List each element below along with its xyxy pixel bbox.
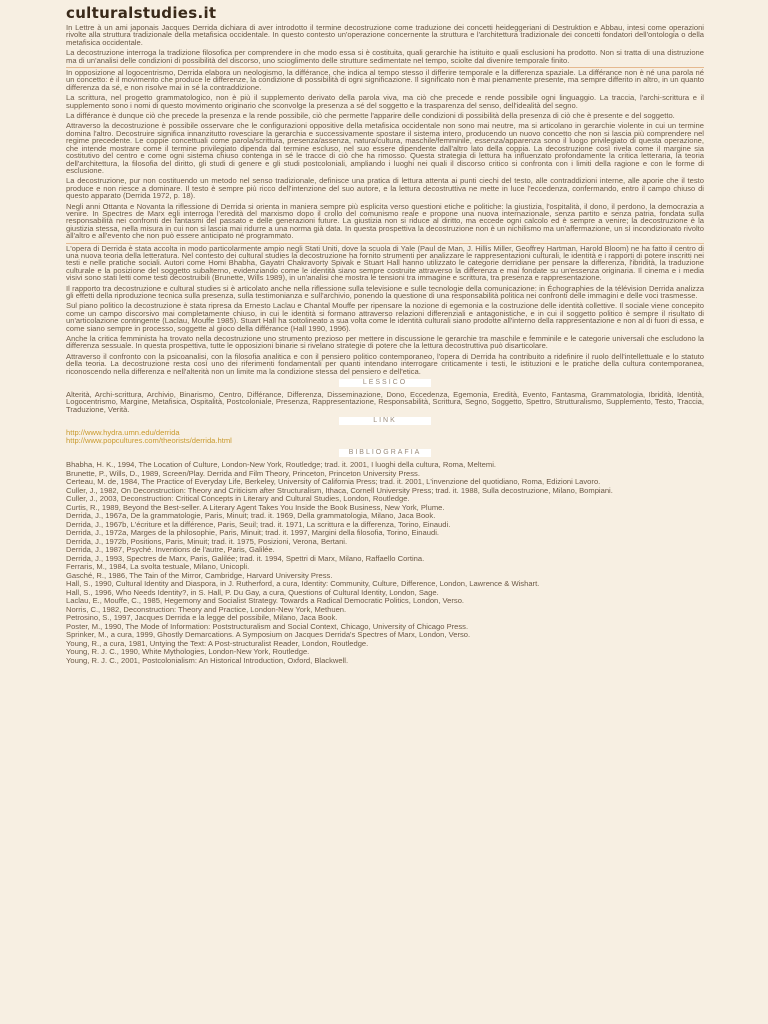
bibliography-entry: Derrida, J., 1972a, Marges de la philosophie, Paris, Minuit; trad. it. 1997, Margini della filosofia, Torino, Einaudi. <box>66 528 439 538</box>
paragraph: Attraverso la decostruzione è possibile osservare che le configurazioni oppositive della metafisica occidentale non sono mai neutre, ma si articolano in gerarchie violente in cui un termine domina l'altro. Decostruire significa innanzitutto rovesciare la gerarchia e successivamente spostare il sistema intero, producendo un nuovo concetto che non si lascia più comprendere nel regime precedente. Le coppie concettuali come parola/scrittura, presenza/assenza, natura/cultura, maschile/femminile, essenza/apparenza sono il luogo privilegiato di questa operazione, che intende mostrare come il termine privilegiato dipenda dal termine escluso, nel suo essere dipendente dall'altro lato della coppia. La decostruzione così rivela come il margine sia costitutivo del centro e come ogni sistema chiuso contenga in sé le tracce di ciò che ha rimosso. Questa strategia di lettura ha influenzato profondamente la critica letteraria, la teoria dell'architettura, la filosofia del diritto, gli studi di genere e gli studi postcoloniali, ampliando i luoghi nei quali il discorso critico si confronta con i limiti della ragione e con le forme di esclusione. <box>66 121 704 175</box>
bibliography-entry: Gasché, R., 1986, The Tain of the Mirror, Cambridge, Harvard University Press. <box>66 570 333 580</box>
site-title: culturalstudies.it <box>66 4 217 22</box>
paragraph: L'opera di Derrida è stata accolta in modo particolarmente ampio negli Stati Uniti, dove la scuola di Yale (Paul de Man, J. Hillis Miller, Geoffrey Hartman, Harold Bloom) ne ha fatto il centro di una nuova teoria della letteratura. Nel contesto dei cultural studies la decostruzione ha fornito strumenti per analizzare le rappresentazioni culturali, le identità e i rapporti di potere inscritti nei testi e nelle pratiche sociali. Autori come Homi Bhabha, Gayatri Chakravorty Spivak e Stuart Hall hanno utilizzato le categorie derridiane per pensare la differenza, l'ibridità, la traduzione culturale e la posizione del soggetto subalterno, evidenziando come le identità siano sempre costruite attraverso la differenza e mai fondate su un'essenza originaria. Il cinema e i media visivi sono stati letti come testi decostruibili (Brunette, Wills 1989), in un'analisi che mostra le tensioni tra immagine e scrittura, tra presenza e rappresentazione. <box>66 243 704 283</box>
external-link[interactable]: http://www.hydra.umn.edu/derrida <box>66 428 180 438</box>
bibliography-entry: Derrida, J., 1987, Psyché. Inventions de l'autre, Paris, Galilée. <box>66 545 275 555</box>
bibliography-entry: Young, R. J. C., 1990, White Mythologies, London-New York, Routledge. <box>66 647 310 657</box>
bibliography-entry: Bhabha, H. K., 1994, The Location of Culture, London-New York, Routledge; trad. it. 2001, I luoghi della cultura, Roma, Meltemi. <box>66 460 497 470</box>
paragraph: In opposizione al logocentrismo, Derrida elabora un neologismo, la différance, che indica al tempo stesso il differire temporale e la differenza spaziale. La différance non è né una parola né un concetto: è il movimento che produce le differenze, la condizione di possibilità di ogni significazione. Il significato non è mai pienamente presente, ma sempre differito in altro, in un quanto differenza da sé, e non risolve mai in sé la contraddizione. <box>66 68 704 92</box>
bibliography-entry: Poster, M., 1990, The Mode of Information: Poststructuralism and Social Context, Chicago, University of Chicago Press. <box>66 621 469 631</box>
paragraph: La scrittura, nel progetto grammatologico, non è più il supplemento derivato della parola viva, ma ciò che precede e rende possibile ogni linguaggio. La traccia, l'archi-scrittura e il supplemento sono i nomi di questo movimento originario che sconvolge la presenza a sé del soggetto e la trasparenza del senso, dell'idealità del segno. <box>66 93 704 110</box>
paragraph: La différance è dunque ciò che precede la presenza e la rende possibile, ciò che permette l'apparire delle condizioni di possibilità della presenza di ciò che è presente e del soggetto. <box>66 111 675 121</box>
bibliography-entry: Derrida, J., 1967b, L'écriture et la différence, Paris, Seuil; trad. it. 1971, La scrittura e la differenza, Torino, Einaudi. <box>66 519 451 529</box>
paragraph: Anche la critica femminista ha trovato nella decostruzione uno strumento prezioso per mettere in discussione le gerarchie tra maschile e femminile e le categorie universali che escludono la differenza sessuale. In questa prospettiva, tutte le opposizioni binarie si rivelano strategie di potere che la lettura decostruttiva può disarticolare. <box>66 334 704 351</box>
article-body <box>66 24 704 664</box>
paragraph: Attraverso il confronto con la psicoanalisi, con la filosofia analitica e con il pensiero politico contemporaneo, l'opera di Derrida ha contribuito a ridefinire il ruolo dell'intellettuale e lo statuto della teoria. La decostruzione resta così uno dei riferimenti fondamentali per quanti intendano interrogare criticamente i testi, le istituzioni e le pratiche della cultura contemporanea, riconoscendo nella differenza e nell'alterità non un limite ma la condizione stessa del pensiero e dell'etica. <box>66 351 704 376</box>
bibliography-entry: Hall, S., 1996, Who Needs Identity?, in S. Hall, P. Du Gay, a cura, Questions of Cultural Identity, London, Sage. <box>66 587 439 597</box>
bibliography-entry: Young, R. J. C., 2001, Postcolonialism: An Historical Introduction, Oxford, Blackwell. <box>66 655 349 665</box>
bibliography-entry: Young, R., a cura, 1981, Untying the Text: A Post-structuralist Reader, London, Routledge. <box>66 638 369 648</box>
bibliography-entry: Brunette, P., Wills, D., 1989, Screen/Play. Derrida and Film Theory, Princeton, Princeton University Press. <box>66 468 420 478</box>
bibliography-entry: Laclau, E., Mouffe, C., 1985, Hegemony and Socialist Strategy. Towards a Radical Democratic Politics, London, Verso. <box>66 596 465 606</box>
bibliography-entry: Hall, S., 1990, Cultural Identity and Diaspora, in J. Rutherford, a cura, Identity: Community, Culture, Difference, London, Lawrence & Wishart. <box>66 579 540 589</box>
bibliografia-heading: BIBLIOGRAFIA <box>339 449 431 457</box>
bibliography-list <box>66 461 704 664</box>
bibliography-entry: Curtis, R., 1989, Beyond the Best-seller. A Literary Agent Takes You Inside the Book Business, New York, Plume. <box>66 502 445 512</box>
bibliography-entry: Derrida, J., 1993, Spectres de Marx, Paris, Galilée; trad. it. 1994, Spettri di Marx, Milano, Raffaello Cortina. <box>66 553 425 563</box>
bibliography-entry: Certeau, M. de, 1984, The Practice of Everyday Life, Berkeley, University of California Press; trad. it. 2001, L'invenzione del quotidiano, Roma, Edizioni Lavoro. <box>66 477 601 487</box>
bibliography-entry: Sprinker, M., a cura, 1999, Ghostly Demarcations. A Symposium on Jacques Derrida's Spectres of Marx, London, Verso. <box>66 630 471 640</box>
bibliography-entry: Culler, J., 2003, Deconstruction: Critical Concepts in Literary and Cultural Studies, London, Routledge. <box>66 494 410 504</box>
lessico-text: Alterità, Archi-scrittura, Archivio, Binarismo, Centro, Différance, Differenza, Disseminazione, Dono, Eccedenza, Egemonia, Eredità, Evento, Fantasma, Grammatologia, Ibridità, Identità, Logocentrismo, Margine, Metafisica, Ospitalità, Postcoloniale, Presenza, Rappresentazione, Responsabilità, Scrittura, Segno, Soggetto, Spettro, Strutturalismo, Supplemento, Testo, Traccia, Traduzione, Verità. <box>66 390 704 414</box>
bibliography-entry: Norris, C., 1982, Deconstruction: Theory and Practice, London-New York, Methuen. <box>66 604 347 614</box>
paragraph: Sul piano politico la decostruzione è stata ripresa da Ernesto Laclau e Chantal Mouffe per ripensare la nozione di egemonia e la costruzione delle identità collettive. Il sociale viene concepito come un campo discorsivo mai completamente chiuso, in cui le identità si formano attraverso relazioni differenziali e antagonistiche, e in cui il soggetto politico è sempre il risultato di un'articolazione contingente (Laclau, Mouffe 1985). Stuart Hall ha sottolineato a sua volta come le identità culturali siano prodotte all'interno della rappresentazione e non al di fuori di essa, e come siano sempre in processo, soggette al gioco della différance (Hall 1990, 1996). <box>66 301 704 333</box>
link-item <box>66 437 704 445</box>
bibliography-entry: Ferraris, M., 1984, La svolta testuale, Milano, Unicopli. <box>66 562 250 572</box>
paragraph: La decostruzione interroga la tradizione filosofica per comprendere in che modo essa si è costituita, quali gerarchie ha istituito e quali esclusioni ha prodotto. Non si tratta di una distruzione ma di un'analisi delle condizioni di possibilità del discorso, uno scioglimento delle strutture sedimentate nel tempo, sciolte dal divenire temporale finito. <box>66 48 704 65</box>
paragraph: Il rapporto tra decostruzione e cultural studies si è articolato anche nella riflessione sulla televisione e sulle tecnologie della comunicazione: in Échographies de la télévision Derrida analizza gli effetti della riproduzione tecnica sulla presenza, sulla testimonianza e sull'archivio, ponendo la questione di una responsabilità politica nei confronti delle immagini e delle voci trasmesse. <box>66 283 704 300</box>
paragraph: Negli anni Ottanta e Novanta la riflessione di Derrida si orienta in maniera sempre più esplicita verso questioni etiche e politiche: la giustizia, l'ospitalità, il dono, il perdono, la democrazia a venire. In Spectres de Marx egli interroga l'eredità del marxismo dopo il crollo del comunismo reale e propone una nuova internazionale, senza partito e senza patria, fondata sulla responsabilità nei confronti dei fantasmi del passato e delle generazioni future. La giustizia non si riduce al diritto, ma eccede ogni calcolo ed è sempre a venire; la decostruzione è la giustizia stessa, nella misura in cui non si lascia mai ridurre a una norma già data. In questa prospettiva la decostruzione non è un nichilismo ma un'affermazione, un sì incondizionato rivolto all'altro e all'evento che non può essere anticipato né programmato. <box>66 201 704 241</box>
bibliography-entry: Derrida, J., 1967a, De la grammatologie, Paris, Minuit; trad. it. 1969, Della grammatologia, Milano, Jaca Book. <box>66 511 436 521</box>
paragraph: La decostruzione, pur non costituendo un metodo nel senso tradizionale, definisce una pratica di lettura attenta ai punti ciechi del testo, alle contraddizioni interne, alle aporie che il testo produce e non riesce a dominare. Il testo è sempre più ricco dell'intenzione del suo autore, e la lettura decostruttiva ne mette in luce l'eccedenza, confermando, entro il campo chiuso di questo apparato (Derrida 1972, p. 18). <box>66 176 704 201</box>
link-heading: LINK <box>339 417 431 425</box>
external-link[interactable]: http://www.popcultures.com/theorists/derrida.html <box>66 436 232 446</box>
lessico-heading: LESSICO <box>339 379 431 387</box>
bibliography-entry: Culler, J., 1982, On Deconstruction: Theory and Criticism after Structuralism, Ithaca, Cornell University Press; trad. it. 1988, Sulla decostruzione, Milano, Bompiani. <box>66 485 613 495</box>
bibliography-entry: Petrosino, S., 1997, Jacques Derrida e la legge del possibile, Milano, Jaca Book. <box>66 613 338 623</box>
bibliography-entry: Derrida, J., 1972b, Positions, Paris, Minuit; trad. it. 1975, Posizioni, Verona, Bertani. <box>66 536 348 546</box>
paragraph: In Lettre à un ami japonais Jacques Derrida dichiara di aver introdotto il termine decostruzione come traduzione dei concetti heideggeriani di Destruktion e Abbau, intesi come operazioni rivolte alla struttura tradizionale della metafisica occidentale. In questo contesto un'operazione concernente la struttura e l'architettura tradizionale dei concetti fondatori dell'ontologia o della metafisica occidentale. <box>66 23 704 47</box>
